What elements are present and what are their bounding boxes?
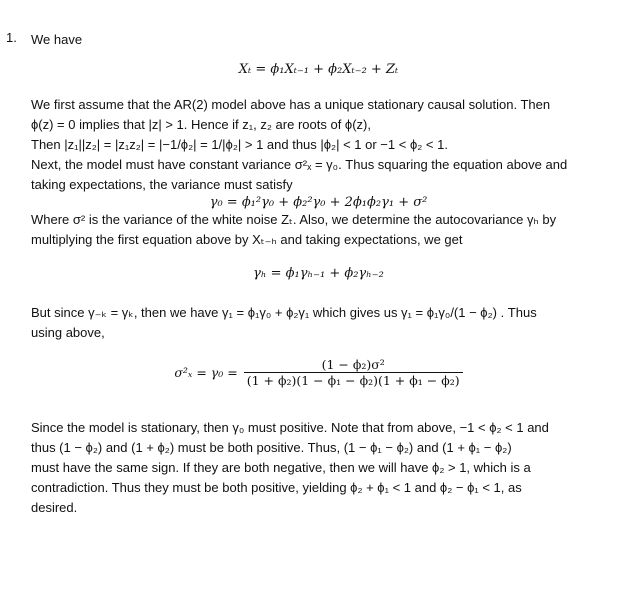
equation-final-lhs: σ²ₓ = γ₀ = — [174, 365, 238, 380]
paragraph-4-line: thus (1 − ϕ₂) and (1 + ϕ₂) must be both positive. Thus, (1 − ϕ₁ − ϕ₂) and (1 + ϕ₁ − ϕ₂) — [31, 440, 512, 455]
paragraph-4-line: Since the model is stationary, then γ₀ must positive. Note that from above, −1 < ϕ₂ < 1 and — [31, 420, 549, 435]
paragraph-1-line: ϕ(z) = 0 implies that |z| > 1. Hence if z₁, z₂ are roots of ϕ(z), — [31, 117, 371, 132]
paragraph-4-line: desired. — [31, 500, 78, 515]
paragraph-2 — [31, 210, 606, 250]
item-number: 1. — [6, 30, 17, 45]
paragraph-4 — [31, 418, 606, 518]
paragraph-1-line: Then |z₁||z₂| = |z₁z₂| = |−1/ϕ₂| = 1/|ϕ₂| > 1 and thus |ϕ₂| < 1 or −1 < ϕ₂ < 1. — [31, 137, 448, 152]
paragraph-1-line: Next, the model must have constant variance σ²ₓ = γ₀. Thus squaring the equation above and — [31, 157, 568, 172]
equation-variance: γ₀ = ϕ₁²γ₀ + ϕ₂²γ₀ + 2ϕ₁ϕ₂γ₁ + σ² — [209, 195, 428, 210]
paragraph-2-line: Where σ² is the variance of the white noise Zₜ. Also, we determine the autocovariance γₕ by — [31, 212, 557, 227]
equation-final-denominator: (1 + ϕ₂)(1 − ϕ₁ − ϕ₂)(1 + ϕ₁ − ϕ₂) — [246, 373, 460, 388]
paragraph-4-line: must have the same sign. If they are both negative, then we will have ϕ₂ > 1, which is a — [31, 460, 531, 475]
paragraph-3-line: But since γ₋ₖ = γₖ, then we have γ₁ = ϕ₁γ₀ + ϕ₂γ₁ which gives us γ₁ = ϕ₁γ₀/(1 − ϕ₂) . Thus — [31, 305, 537, 320]
paragraph-3-line: using above, — [31, 325, 105, 340]
paragraph-1 — [31, 95, 606, 195]
paragraph-1-line: taking expectations, the variance must satisfy — [31, 177, 293, 192]
intro-text: We have — [31, 32, 83, 47]
equation-autocovariance: γₕ = ϕ₁γₕ₋₁ + ϕ₂γₕ₋₂ — [253, 266, 384, 281]
paragraph-1-line: We first assume that the AR(2) model above has a unique stationary causal solution. Then — [31, 97, 551, 112]
equation-ar2-model: Xₜ = ϕ₁Xₜ₋₁ + ϕ₂Xₜ₋₂ + Zₜ — [238, 62, 399, 77]
paragraph-3 — [31, 303, 606, 343]
proof-content — [31, 30, 606, 518]
paragraph-2-line: multiplying the first equation above by Xₜ₋ₕ and taking expectations, we get — [31, 232, 463, 247]
equation-final-fraction — [244, 357, 463, 388]
equation-final-numerator: (1 − ϕ₂)σ² — [244, 357, 463, 373]
paragraph-4-line: contradiction. Thus they must be both positive, yielding ϕ₂ + ϕ₁ < 1 and ϕ₂ − ϕ₁ < 1, as — [31, 480, 522, 495]
equation-final-variance — [31, 357, 606, 388]
